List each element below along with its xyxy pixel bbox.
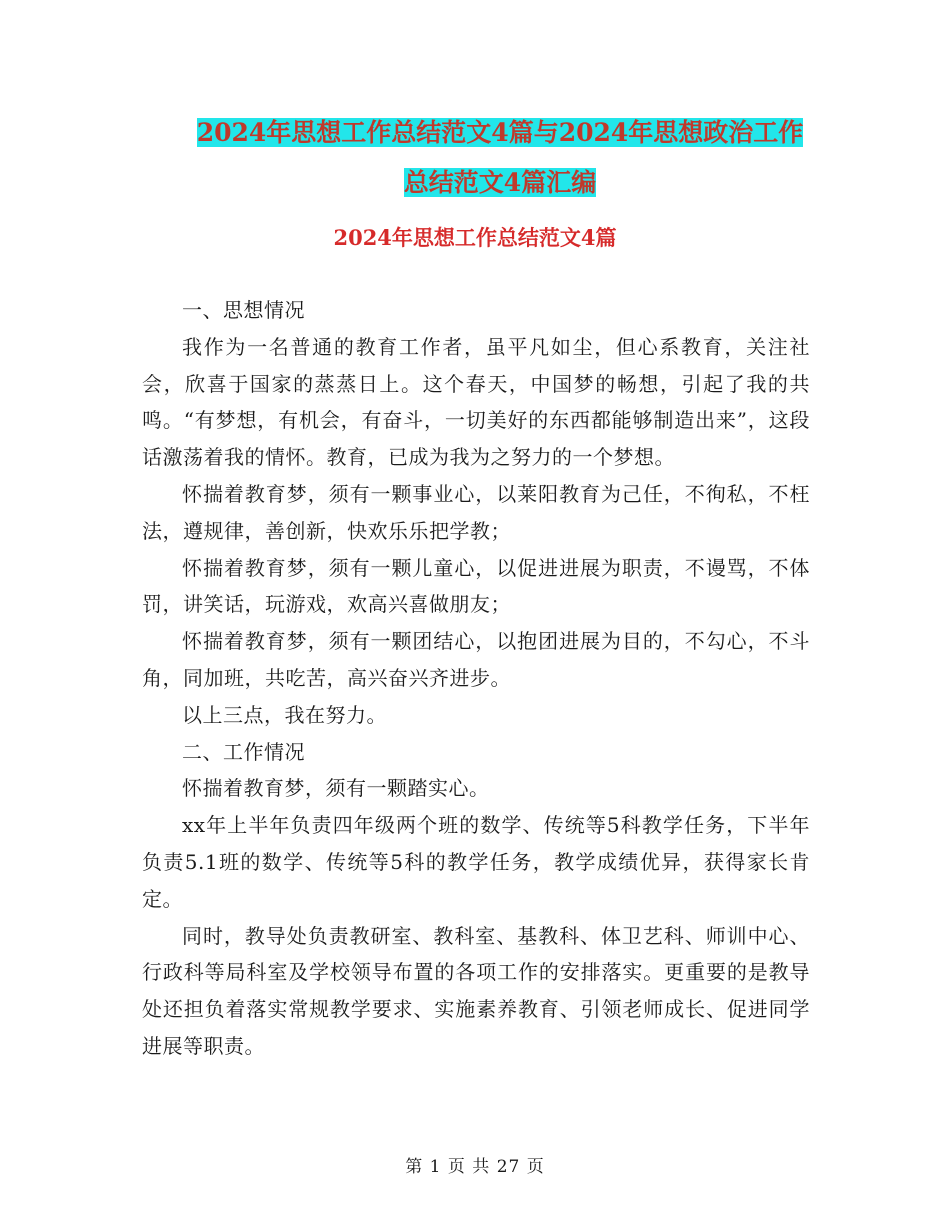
heading-work-situation: 二、工作情况 (182, 739, 305, 764)
title-line-1: 2024年思想工作总结范文4篇与2024年思想政治工作 (196, 118, 804, 147)
paragraph: 怀揣着教育梦，须有一颗团结心，以抱团进展为目的，不勾心，不斗角，同加班，共吃苦，高兴奋兴齐进步。 (142, 629, 810, 690)
document-title (140, 108, 860, 208)
paragraph: 同时，教导处负责教研室、教科室、基教科、体卫艺科、师训中心、行政科等局科室及学校领导布置的各项工作的安排落实。更重要的是教导处还担负着落实常规教学要求、实施素养教育、引领老师成长、促进同学进展等职责。 (142, 923, 810, 1058)
paragraph: 怀揣着教育梦，须有一颗儿童心，以促进进展为职责，不谩骂，不体罚，讲笑话，玩游戏，欢高兴喜做朋友； (142, 555, 810, 617)
paragraph: 怀揣着教育梦，须有一颗踏实心。 (182, 776, 490, 801)
paragraph: 怀揣着教育梦，须有一颗事业心，以莱阳教育为己任，不徇私，不枉法，遵规律，善创新，快欢乐乐把学教； (142, 481, 810, 543)
title-line-2: 总结范文4篇汇编 (403, 168, 597, 197)
document-body (142, 292, 810, 1065)
heading-thought-situation: 一、思想情况 (182, 298, 305, 322)
page-footer: 第 1 页 共 27 页 (405, 1157, 545, 1177)
paragraph: 以上三点，我在努力。 (182, 702, 387, 727)
paragraph: xx年上半年负责四年级两个班的数学、传统等5科教学任务，下半年负责5.1班的数学、传统等5科的教学任务，教学成绩优异，获得家长肯定。 (142, 813, 810, 911)
paragraph: 我作为一名普通的教育工作者，虽平凡如尘，但心系教育，关注社会，欣喜于国家的蒸蒸日上。这个春天，中国梦的畅想，引起了我的共鸣。“有梦想，有机会，有奋斗，一切美好的东西都能够制造出来”，这段话激荡着我的情怀。教育，已成为我为之努力的一个梦想。 (142, 334, 810, 470)
section-title: 2024年思想工作总结范文4篇 (333, 225, 617, 250)
